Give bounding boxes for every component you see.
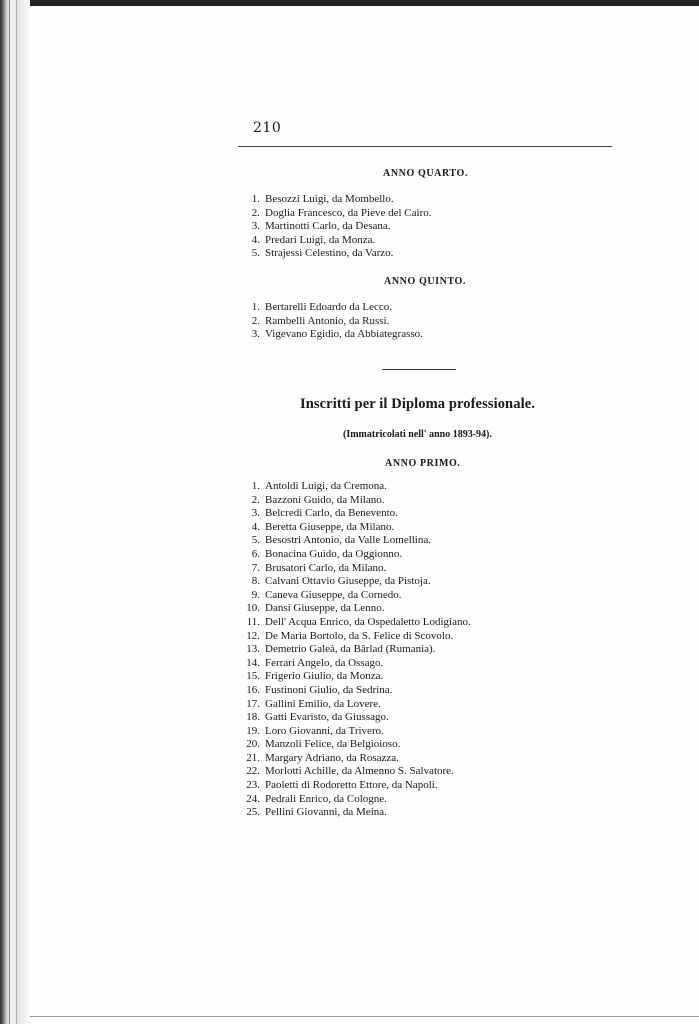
item-number: 3. bbox=[251, 328, 260, 341]
item-number: 22. bbox=[246, 765, 260, 778]
item-text: Belcredi Carlo, da Benevento. bbox=[265, 507, 398, 520]
item-text: Bazzoni Guido, da Milano. bbox=[265, 493, 385, 506]
list-item bbox=[240, 806, 471, 820]
item-number: 7. bbox=[251, 561, 260, 574]
item-text: Loro Giovanni, da Trivero. bbox=[265, 724, 384, 737]
item-text: Manzoli Felice, da Belgioioso. bbox=[265, 738, 401, 751]
item-text: Pedrali Enrico, da Cologne. bbox=[265, 792, 387, 805]
list-item bbox=[240, 793, 471, 807]
list-item bbox=[246, 220, 431, 234]
list-item bbox=[240, 725, 471, 739]
item-number: 13. bbox=[246, 643, 260, 656]
item-number: 2. bbox=[251, 314, 260, 327]
list-item bbox=[246, 328, 423, 342]
list-item bbox=[240, 643, 471, 657]
item-number: 5. bbox=[251, 247, 260, 260]
header-rule bbox=[238, 146, 612, 147]
list-item bbox=[240, 765, 471, 779]
item-number: 4. bbox=[251, 233, 260, 246]
list-item bbox=[246, 247, 431, 261]
list-item bbox=[246, 301, 423, 315]
list-item bbox=[240, 548, 471, 562]
list-item bbox=[240, 670, 471, 684]
item-text: Calvani Ottavio Giuseppe, da Pistoja. bbox=[265, 575, 431, 588]
item-number: 10. bbox=[246, 602, 260, 615]
book-spine-shadow bbox=[0, 0, 30, 1024]
list-item bbox=[240, 602, 471, 616]
item-text: Besozzi Luigi, da Mombello. bbox=[265, 193, 394, 205]
list-item bbox=[240, 507, 471, 521]
item-number: 25. bbox=[246, 806, 260, 819]
anno-primo-heading: ANNO PRIMO. bbox=[385, 458, 461, 469]
list-item bbox=[240, 534, 471, 548]
item-number: 3. bbox=[251, 220, 260, 233]
anno-quarto-heading: ANNO QUARTO. bbox=[383, 168, 469, 179]
list-item bbox=[246, 315, 423, 329]
item-text: Beretta Giuseppe, da Milano. bbox=[265, 520, 395, 533]
item-text: Vigevano Egidio, da Abbiategrasso. bbox=[265, 328, 423, 341]
list-item bbox=[246, 207, 431, 221]
item-number: 19. bbox=[246, 724, 260, 737]
item-number: 21. bbox=[246, 751, 260, 764]
item-text: Bertarelli Edoardo da Lecco. bbox=[265, 301, 393, 313]
item-text: Antoldi Luigi, da Cremona. bbox=[265, 480, 387, 492]
item-number: 18. bbox=[246, 711, 260, 724]
anno-quarto-list bbox=[246, 193, 431, 261]
section-divider bbox=[382, 369, 456, 370]
item-number: 16. bbox=[246, 683, 260, 696]
item-text: Rambelli Antonio, da Russi. bbox=[265, 314, 390, 327]
item-text: Fustinoni Giulio, da Sedrina. bbox=[265, 683, 393, 696]
list-item bbox=[240, 738, 471, 752]
item-text: Frigerio Giulio, da Monza. bbox=[265, 670, 384, 683]
item-number: 15. bbox=[246, 670, 260, 683]
list-item bbox=[246, 193, 431, 207]
scan-top-border bbox=[0, 0, 699, 6]
item-number: 2. bbox=[251, 493, 260, 506]
item-number: 2. bbox=[251, 206, 260, 219]
list-item bbox=[240, 589, 471, 603]
item-text: Besostri Antonio, da Valle Lomellina. bbox=[265, 534, 431, 547]
item-number: 5. bbox=[251, 534, 260, 547]
list-item bbox=[240, 494, 471, 508]
list-item bbox=[240, 616, 471, 630]
item-text: Dell' Acqua Enrico, da Ospedaletto Lodigiano. bbox=[265, 615, 471, 628]
item-number: 9. bbox=[251, 588, 260, 601]
item-text: Paoletti di Rodoretto Ettore, da Napoli. bbox=[265, 779, 438, 792]
item-text: Martinotti Carlo, da Desana. bbox=[265, 220, 391, 233]
list-item bbox=[240, 630, 471, 644]
item-text: Pellini Giovanni, da Meina. bbox=[265, 806, 387, 819]
item-number: 8. bbox=[251, 575, 260, 588]
item-text: Caneva Giuseppe, da Cornedo. bbox=[265, 588, 402, 601]
item-number: 12. bbox=[246, 629, 260, 642]
item-number: 1. bbox=[251, 193, 260, 205]
item-text: Ferrari Angelo, da Ossago. bbox=[265, 656, 384, 669]
scan-bottom-border bbox=[30, 1016, 699, 1017]
item-text: Demetrio Galeà, da Bârlad (Rumania). bbox=[265, 643, 436, 656]
item-number: 1. bbox=[251, 301, 260, 313]
anno-quinto-list bbox=[246, 301, 423, 342]
anno-primo-list bbox=[240, 480, 471, 820]
item-text: Gatti Evaristo, da Giussago. bbox=[265, 711, 389, 724]
item-number: 6. bbox=[251, 547, 260, 560]
list-item bbox=[240, 711, 471, 725]
item-number: 4. bbox=[251, 520, 260, 533]
list-item bbox=[240, 575, 471, 589]
list-item bbox=[240, 521, 471, 535]
list-item bbox=[240, 480, 471, 494]
list-item bbox=[240, 752, 471, 766]
anno-quinto-heading: ANNO QUINTO. bbox=[384, 276, 467, 287]
item-text: Predari Luigi, da Monza. bbox=[265, 233, 376, 246]
item-text: De Maria Bortolo, da S. Felice di Scovolo. bbox=[265, 629, 454, 642]
item-text: Gallini Emilio, da Lovere. bbox=[265, 697, 381, 710]
item-text: Margary Adriano, da Rosazza. bbox=[265, 751, 399, 764]
item-text: Morlotti Achille, da Almenno S. Salvatore. bbox=[265, 765, 454, 778]
item-number: 3. bbox=[251, 507, 260, 520]
item-text: Bonacina Guido, da Oggionno. bbox=[265, 547, 403, 560]
page-number: 210 bbox=[253, 120, 282, 136]
item-number: 24. bbox=[246, 792, 260, 805]
item-number: 1. bbox=[251, 480, 260, 492]
list-item bbox=[240, 562, 471, 576]
spine-edge-line bbox=[16, 0, 17, 1024]
item-number: 14. bbox=[246, 656, 260, 669]
section-title: Inscritti per il Diploma professionale. bbox=[300, 396, 535, 412]
item-number: 23. bbox=[246, 779, 260, 792]
item-text: Brusatori Carlo, da Milano. bbox=[265, 561, 387, 574]
item-number: 17. bbox=[246, 697, 260, 710]
item-number: 11. bbox=[246, 615, 260, 628]
list-item bbox=[240, 779, 471, 793]
list-item bbox=[246, 234, 431, 248]
item-number: 20. bbox=[246, 738, 260, 751]
spine-edge-line bbox=[9, 0, 10, 1024]
item-text: Doglia Francesco, da Pieve del Cairo. bbox=[265, 206, 432, 219]
list-item bbox=[240, 698, 471, 712]
list-item bbox=[240, 657, 471, 671]
item-text: Dansi Giuseppe, da Lenno. bbox=[265, 602, 385, 615]
list-item bbox=[240, 684, 471, 698]
item-text: Strajessi Celestino, da Varzo. bbox=[265, 247, 394, 260]
section-subtitle: (Immatricolati nell' anno 1893-94). bbox=[343, 429, 492, 440]
